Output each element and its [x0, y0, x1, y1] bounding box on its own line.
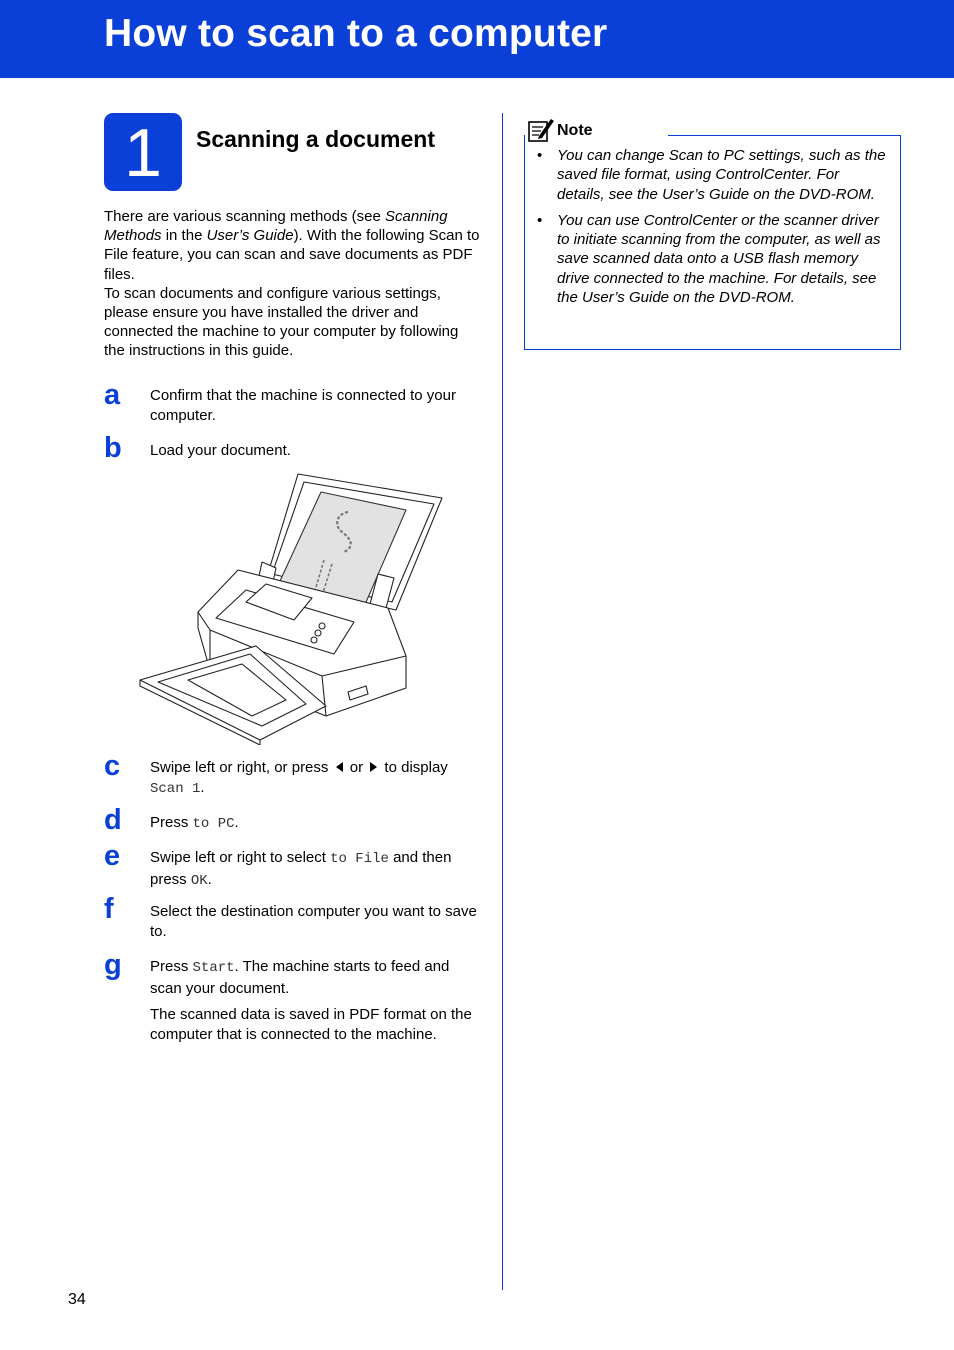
note-box-top-border [668, 135, 900, 136]
step-f-text: Select the destination computer you want to save to. [150, 903, 477, 940]
page-title: How to scan to a computer [104, 12, 608, 55]
note-pencil-icon [527, 116, 555, 144]
step-g-text: Press Start. The machine starts to feed and scan your document. The scanned data is saved in PDF format on the computer that is connected to the machine. [150, 958, 472, 1043]
left-arrow-icon [336, 762, 343, 772]
step-c-text: Swipe left or right, or press or to display Scan 1. [150, 759, 448, 797]
step-letter-c: c [104, 750, 121, 782]
page-number: 34 [68, 1291, 86, 1308]
step-letter-g: g [104, 949, 122, 981]
scanner-illustration [138, 470, 444, 745]
intro-paragraph-2: To scan documents and configure various settings, please ensure you have installed the driver and connected the machine to your computer by following the instructions in this guide. [104, 284, 459, 360]
right-arrow-icon [370, 762, 377, 772]
step-e-text: Swipe left or right to select to File and then press OK. [150, 849, 452, 889]
step-letter-f: f [104, 893, 114, 925]
step-b-text: Load your document. [150, 442, 291, 459]
header-banner [0, 0, 954, 78]
step-letter-a: a [104, 379, 121, 411]
note-label: Note [557, 122, 593, 139]
step-letter-e: e [104, 840, 121, 872]
step-letter-b: b [104, 432, 122, 464]
intro-paragraph-1: There are various scanning methods (see Scanning Methods in the User’s Guide). With the following Scan to File feature, you can scan and save documents as PDF files. [104, 208, 480, 283]
section-number-badge [104, 113, 182, 191]
section-title: Scanning a document [196, 126, 435, 152]
step-d-text: Press to PC. [150, 814, 239, 832]
section-number: 1 [124, 115, 162, 191]
step-letter-d: d [104, 804, 122, 836]
note-list [537, 146, 889, 314]
column-divider [502, 113, 503, 1290]
note-item: • You can change Scan to PC settings, such as the saved file format, using ControlCenter. For details, see the User’s Guide on the DVD-ROM. [537, 146, 889, 204]
intro-text [104, 207, 482, 361]
note-item: • You can use ControlCenter or the scanner driver to initiate scanning from the computer, as well as save scanned data onto a USB flash memory drive connected to the machine. For details, see the User’s Guide on the DVD-ROM. [537, 211, 889, 307]
step-a-text: Confirm that the machine is connected to your computer. [150, 387, 456, 424]
